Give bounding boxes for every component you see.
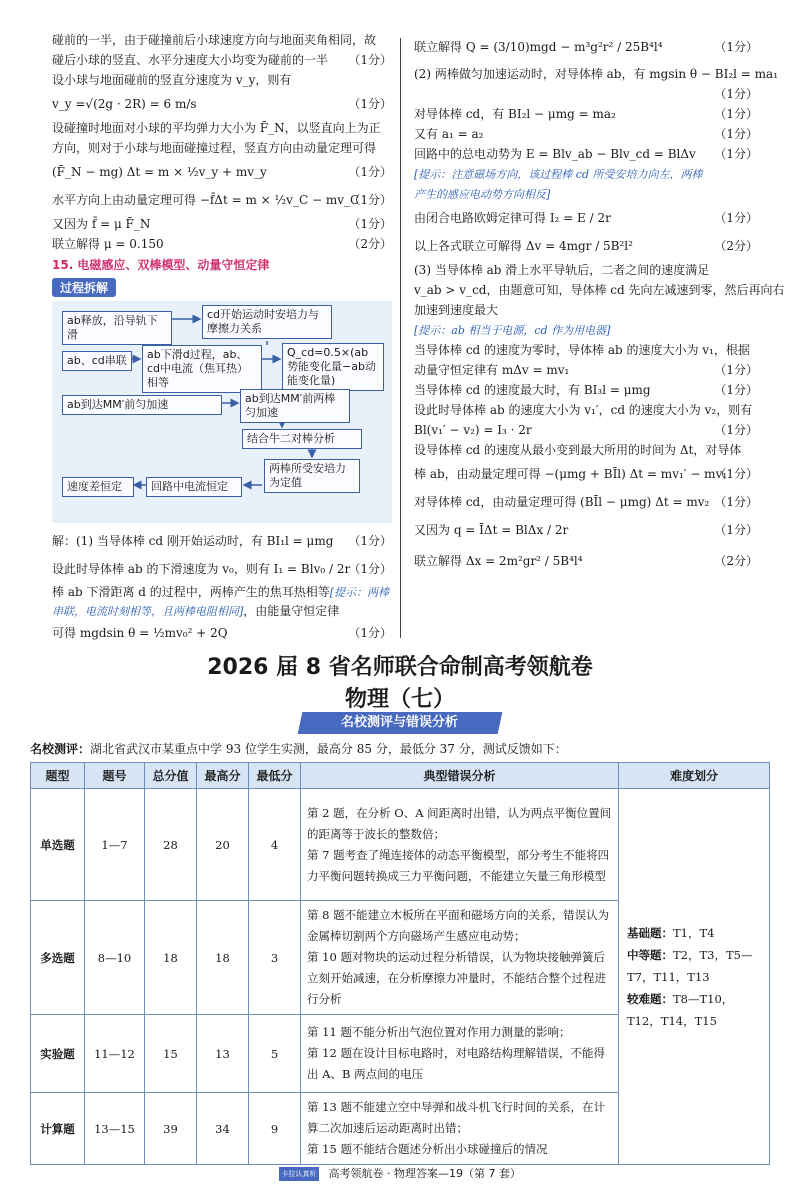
table-header-row [31,763,770,789]
score-label: （1分） [714,211,758,225]
solution-text: 方向，则对于小球与地面碰撞过程，竖直方向由动量定理可得 [52,141,377,155]
solution-line [414,380,758,400]
row-error-analysis [301,1093,619,1165]
evaluation-label: 名校测评： [30,742,91,756]
flow-step-force-constant: 两棒所受安培力为定值 [264,459,360,493]
page-footer [0,1165,800,1192]
difficulty-value: T2，T3，T5—T7，T11，T13 [627,947,753,984]
solution-line [52,619,392,647]
solution-line [414,260,758,280]
solution-lines-right [414,30,785,578]
column-header: 难度划分 [619,763,770,789]
solution-line [52,527,392,555]
solution-text: 解：(1) 当导体棒 cd 刚开始运动时，有 BI₁l = μmg [52,534,334,548]
solution-text: 加速到速度最大 [414,303,499,317]
error-item: 第 13 题不能建立空中导弹和战斗机飞行时间的关系，在计算二次加速后运动距离时出错； [307,1100,605,1135]
score-label: （1分） [348,562,392,576]
solution-text: 以上各式联立可解得 Δv = 4mgr / 5B²l² [414,239,633,253]
page-title: 2026 届 8 省名师联合命制高考领航卷 [207,655,593,680]
column-header: 最高分 [197,763,249,789]
solution-line [414,184,758,204]
solution-line [414,544,758,578]
difficulty-label: 基础题： [627,925,673,940]
row-max: 13 [197,1015,249,1093]
row-type: 计算题 [31,1093,85,1165]
question-15-title: 15. 电磁感应、双棒模型、动量守恒定律 [52,258,270,272]
solution-text: ，由能量守恒定律 [243,604,340,618]
process-badge: 过程拆解 [52,278,116,297]
solution-text: 又因为 q = ĪΔt = BlΔx / 2r [414,523,569,537]
solution-line [414,164,758,184]
difficulty-value: T8—T10，T12，T14，T15 [627,991,734,1028]
score-label: （1分） [714,383,758,397]
score-label: （1分） [348,534,392,548]
solution-line [52,555,392,583]
error-item: 第 12 题在设计目标电路时，对电路结构理解错误，不能得出 A、B 两点间的电压 [307,1046,605,1081]
solution-line [52,30,392,50]
solution-text: 水平方向上由动量定理可得 −f̄Δt = m × ½v_C − mv_C [52,193,360,207]
flow-step-accel-before: ab到达MM′前匀加速 [62,395,222,415]
solution-line [414,84,758,104]
evaluation-summary [30,740,567,757]
solution-line [414,488,758,516]
column-header: 题号 [85,763,145,789]
solution-text: v_y =√(2g · 2R) = 6 m/s [52,97,197,111]
score-label: （1分） [714,523,758,537]
difficulty-item [627,988,761,1032]
row-type: 单选题 [31,789,85,901]
score-label: （1分） [714,467,758,481]
flow-step-energy: Q_cd=0.5×(ab势能变化量−ab动能变化量) [282,343,384,391]
solution-text: 联立解得 μ = 0.150 [52,237,164,251]
score-label: （1分） [714,127,758,141]
error-item: 第 7 题考查了绳连接体的动态平衡模型，部分考生不能将四力平衡问题转换成三力平衡问题，不能建立矢量三角形模型 [307,847,610,883]
solution-line [52,234,392,254]
score-label: （2分） [348,237,392,251]
section-banner [298,712,503,734]
solution-hint: 产生的感应电动势方向相反] [414,188,551,201]
solution-line [52,214,392,234]
solution-line [414,340,758,360]
solution-line [414,144,758,164]
solution-lines-left [52,30,392,254]
solution-line [414,360,758,380]
solution-text: (F̄_N − mg) Δt = m × ½v_y + mv_y [52,165,267,179]
solution-line [52,70,392,90]
row-numbers: 13—15 [85,1093,145,1165]
error-item: 第 2 题，在分析 O、A 间距离时出错，认为两点平衡位置间的距离等于波长的整数倍； [307,805,612,841]
solution-line [52,158,392,186]
difficulty-value: T1，T4 [673,925,715,940]
row-min: 9 [249,1093,301,1165]
row-error-analysis [301,901,619,1015]
solution-text: 碰前的一半，由于碰撞前后小球速度方向与地面夹角相同，故 [52,33,377,47]
solution-text: 设碰撞时地面对小球的平均弹力大小为 F̄_N，以竖直向上为正 [52,121,381,135]
solution-text: 设小球与地面碰前的竖直分速度为 v_y，则有 [52,73,292,87]
solution-text: 当导体棒 cd 的速度最大时，有 BI₃l = μmg [414,383,651,397]
flow-step-newton: 结合牛二对棒分析 [242,429,362,449]
row-error-analysis [301,789,619,901]
table-row [31,789,770,901]
score-label: （1分） [714,87,758,101]
solution-lines-left-after [52,527,392,583]
row-max: 34 [197,1093,249,1165]
solution-hint: [提示：注意磁场方向，该过程棒 cd 所受安培力向左，两棒 [414,168,703,181]
table-body [31,789,770,1165]
score-label: （1分） [348,53,392,67]
flow-step-cd-start: cd开始运动时安培力与摩擦力关系 [202,305,332,339]
score-label: （1分） [348,193,392,207]
error-item: 第 10 题对物块的运动过程分析错误，认为物块接触弹簧后立刻开始减速，在分析摩擦力冲量时，不能结合整个过程进行分析 [307,950,606,1006]
solution-text: 又有 a₁ = a₂ [414,127,484,141]
solution-line [414,280,785,300]
score-label: （1分） [714,40,758,54]
row-max: 20 [197,789,249,901]
solution-line [52,583,392,619]
flow-step-equal-current: ab下滑d过程，ab、cd中电流（焦耳热）相等 [142,345,262,393]
row-total: 15 [145,1015,197,1093]
row-total: 18 [145,901,197,1015]
analysis-table [30,762,770,1165]
error-item: 第 15 题不能结合题述分析出小球碰撞后的情况 [307,1142,548,1156]
flow-step-speed-diff: 速度差恒定 [62,477,134,497]
column-header: 最低分 [249,763,301,789]
solution-text: 联立解得 Q = (3/10)mgd − m³g²r² / 25B⁴l⁴ [414,40,663,54]
row-type: 多选题 [31,901,85,1015]
score-label: （1分） [348,165,392,179]
solution-line [52,50,392,70]
solution-text: 当导体棒 cd 的速度为零时，导体棒 ab 的速度大小为 v₁，根据 [414,343,750,357]
solution-line [414,104,758,124]
score-label: （2分） [714,239,758,253]
solution-hint: [提示：两棒串联，电流时刻相等，且两棒电阻相同] [52,586,390,618]
solution-text: 碰后小球的竖直、水平分速度大小均变为碰前的一半 [52,53,329,67]
score-label: （1分） [714,363,758,377]
score-label: （1分） [714,423,758,437]
flow-step-current-constant: 回路中电流恒定 [146,477,242,497]
row-numbers: 1—7 [85,789,145,901]
process-flowchart [52,301,392,523]
solution-text: 回路中的总电动势为 E = Blv_ab − Blv_cd = BlΔv [414,147,696,161]
left-column [52,30,392,647]
error-item: 第 11 题不能分析出气泡位置对作用力测量的影响； [307,1025,571,1039]
solution-text: 棒 ab 下滑距离 d 的过程中，两棒产生的焦耳热相等 [52,585,330,599]
solution-line [414,460,758,488]
subject-title: 物理（七） [344,687,455,712]
column-header: 题型 [31,763,85,789]
solution-hint: [提示：ab 相当于电源，cd 作为用电器] [414,324,611,337]
solution-text: 对导体棒 cd，有 BI₂l − μmg = ma₂ [414,107,616,121]
solution-text: 设导体棒 cd 的速度从最小变到最大所用的时间为 Δt，对导体 [414,443,742,457]
solution-line [414,232,758,260]
row-total: 39 [145,1093,197,1165]
row-min: 3 [249,901,301,1015]
solution-line [414,320,758,340]
score-label: （1分） [714,107,758,121]
solution-text: 设此时导体棒 ab 的速度大小为 v₁′，cd 的速度大小为 v₂，则有 [414,403,753,417]
solution-text: 联立解得 Δx = 2m²gr² / 5B⁴l⁴ [414,554,583,568]
solution-text: 可得 mgdsin θ = ½mv₀² + 2Q [52,626,228,640]
solution-line [52,186,392,214]
solution-line [414,300,758,320]
row-type: 实验题 [31,1015,85,1093]
solution-text: 对导体棒 cd，由动量定理可得 (BĪl − μmg) Δt = mv₂ [414,495,710,509]
solution-text: 设此时导体棒 ab 的下滑速度为 v₀，则有 I₁ = Blv₀ / 2r [52,562,351,576]
solution-line [414,420,758,440]
solution-text: (2) 两棒做匀加速运动时，对导体棒 ab，有 mgsin θ − BI₂l = ma₁ [414,67,779,81]
row-min: 5 [249,1015,301,1093]
solution-line [414,204,758,232]
solution-text: 又因为 f̄ = μ F̄_N [52,217,151,231]
solution-line [414,64,779,84]
score-label: （1分） [348,97,392,111]
row-error-analysis [301,1015,619,1093]
flow-step-series: ab、cd串联 [62,351,132,371]
solution-text: 棒 ab，由动量定理可得 −(μmg + BĪl) Δt = mv₁′ − mv₁ [414,467,728,481]
difficulty-item [627,922,761,944]
row-numbers: 11—12 [85,1015,145,1093]
solution-text: Bl(v₁′ − v₂) = I₃ · 2r [414,423,532,437]
evaluation-text: 湖北省武汉市某重点中学 93 位学生实测，最高分 85 分，最低分 37 分，测试反馈如下： [90,742,567,756]
row-total: 28 [145,789,197,901]
score-label: （1分） [714,495,758,509]
solution-text: v_ab > v_cd，由题意可知，导体棒 cd 先向左减速到零，然后再向右 [414,283,785,297]
score-label: （1分） [714,147,758,161]
column-header: 总分值 [145,763,197,789]
error-item: 第 8 题不能建立木板所在平面和磁场方向的关系，错误认为金属棒切割两个方向磁场产生感应电动势； [307,908,610,943]
publisher-logo: 卡拉认真听 千锤练天赋 [279,1167,319,1181]
solution-line [52,118,392,138]
solution-text: 动量守恒定律有 mΔv = mv₁ [414,363,570,377]
column-divider [400,38,401,638]
solution-line [414,516,758,544]
solution-text: (3) 当导体棒 ab 滑上水平导轨后，二者之间的速度满足 [414,263,710,277]
footer-text: 高考领航卷 · 物理答案—19（第 7 套） [328,1167,521,1180]
flow-step-ab-release: ab释放，沿导轨下滑 [62,311,172,345]
row-min: 4 [249,789,301,901]
flow-step-two-rods-accel: ab到达MM′前两棒匀加速 [240,389,350,423]
right-column [414,30,785,578]
solution-line [414,400,758,420]
difficulty-label: 较难题： [627,991,673,1006]
row-numbers: 8—10 [85,901,145,1015]
column-header: 典型错误分析 [301,763,619,789]
solution-text: 由闭合电路欧姆定律可得 I₂ = E / 2r [414,211,611,225]
solution-line [414,30,758,64]
section-banner-text: 名校测评与错误分析 [341,715,459,730]
difficulty-label: 中等题： [627,947,673,962]
score-label: （1分） [348,626,392,640]
score-label: （2分） [714,554,758,568]
solution-line [52,138,392,158]
solution-line [52,90,392,118]
solution-line [414,124,758,144]
score-label: （1分） [348,217,392,231]
row-max: 18 [197,901,249,1015]
difficulty-cell [619,789,770,1165]
solution-line [414,440,758,460]
difficulty-item [627,944,761,988]
